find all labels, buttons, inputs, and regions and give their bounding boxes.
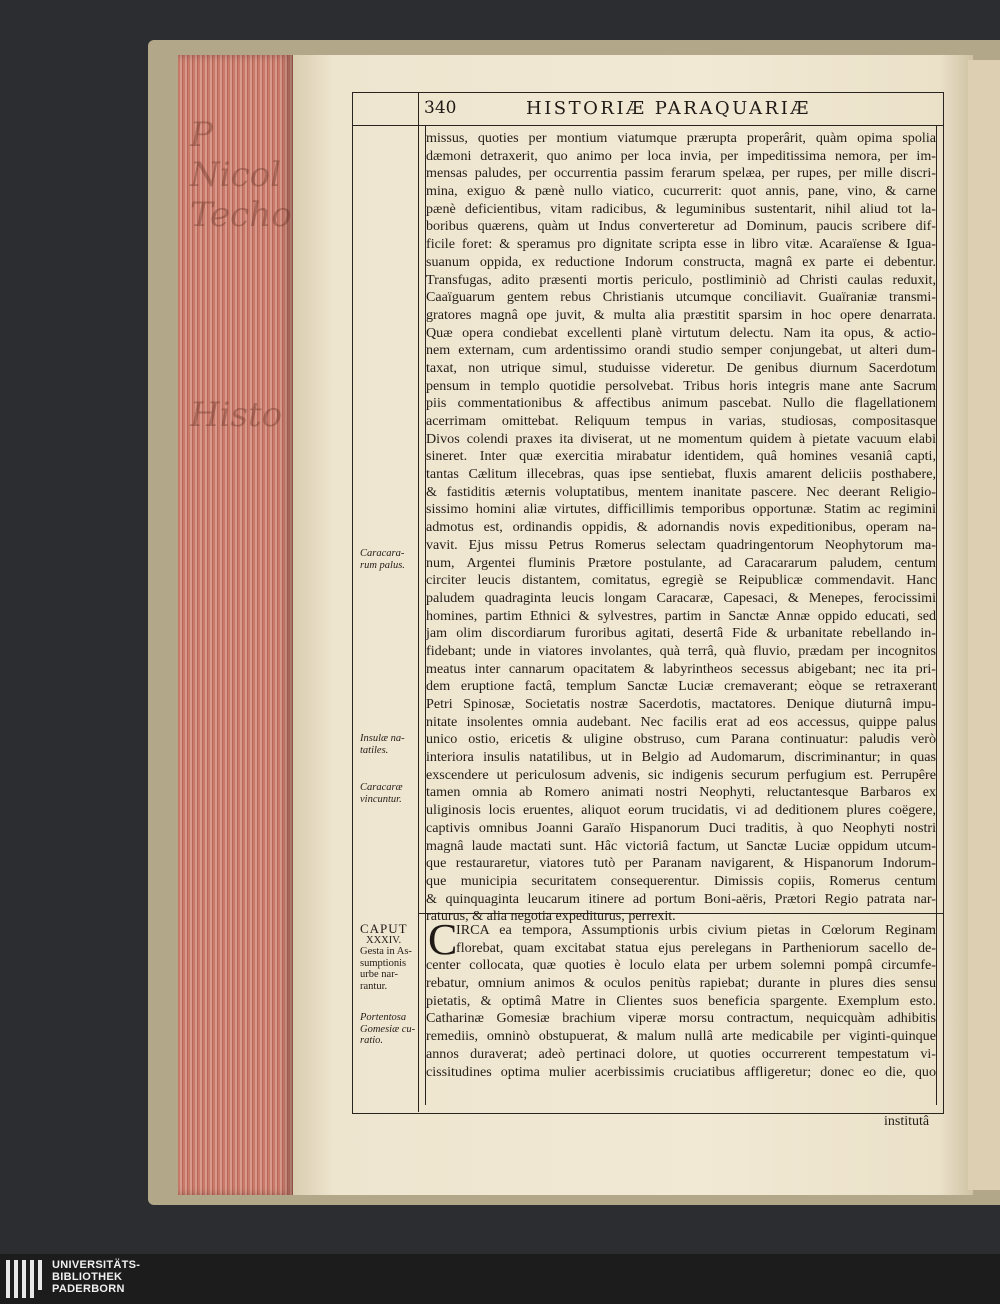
margin-note-line: rantur. (360, 980, 388, 992)
margin-note-line: rum palus. (360, 559, 405, 571)
text-line: Divos colendi praxes ita diviserat, ut ne momentum quidem à pietate vacuum elabi (426, 430, 936, 447)
margin-note-line: Gomesiæ cu- (360, 1023, 416, 1035)
margin-note-line: vincuntur. (360, 793, 402, 805)
text-line: Quæ opera condiebat excellenti planè virtutum delectu. Nam ita opus, & actio- (426, 324, 936, 341)
text-rule-right (936, 125, 937, 1105)
ghost-text: Nicol (190, 155, 282, 195)
text-line: pænè deficientibus, vitam radicibus, & leguminibus sustentarit, nihil aliud tot la- (426, 200, 936, 217)
text-line: dæmoni detraxerit, quo animo per loca invia, per impeditissima nemora, per im- (426, 147, 936, 164)
text-line: Caaïguarum gentem rebus Christianis utcumque conciliavit. Guaïraniæ transmi- (426, 289, 936, 306)
text-line: & quinquaginta leucarum itinere ad portum Boni-aëris, Prætori Regio patrata nar- (426, 890, 936, 907)
text-line: admotus est, ordinandis oppidis, & adornandis novis expeditionibus, operam na- (426, 519, 936, 536)
text-line: exscendere ut periculosum advenis, sic indigenis securum perfugium est. Perrupêre (426, 766, 936, 783)
text-line: taxat, non utrique simul, studuisse videretur. De genibus diurnum Sacerdotum (426, 359, 936, 376)
margin-note-portentosa (360, 1012, 418, 1047)
text-line: que municipia securitatem consequerentur. Dimissis copiis, Romerus centum (426, 872, 936, 889)
library-name-line: PADERBORN (52, 1283, 125, 1295)
margin-note-insulae (360, 733, 418, 756)
text-line: Petri Spinosæ, Societatis nostræ Sacerdotis, mactatores. Denique diuturnâ impu- (426, 696, 936, 712)
catchword: institutâ (884, 1114, 930, 1129)
text-line: suanum oppida, ex reductione Indorum constructa, magnâ ex parte ei debentur. (426, 253, 936, 270)
text-line: ficile foret: & speramus pro dignitate scripta esse in libro vitæ. Acaraïense & Igua- (426, 236, 936, 253)
margin-note-line: tatiles. (360, 744, 389, 756)
margin-rule (418, 92, 419, 1112)
text-line: annos duraverat; adeò pertinaci dolore, ut quoties occurrerent tempestatum vi- (426, 1045, 936, 1062)
margin-note-line: Caracara- (360, 548, 405, 559)
ghost-text: P (190, 115, 213, 155)
margin-note-caput (360, 923, 418, 992)
text-line: raturus, & alia negotia expediturus, perrexit. (426, 908, 676, 925)
text-line: interiora insulis natatilibus, ut in Belgio ad Audomarum, discriminantur; in quas (426, 749, 936, 766)
text-line: acerrimam omittebat. Reliquum tempus in varias, studiosas, compositasque (426, 413, 936, 429)
running-title: HISTORIÆ PARAQUARIÆ (526, 98, 811, 119)
next-page-edge (968, 60, 1000, 1190)
library-name-line: BIBLIOTHEK (52, 1271, 123, 1283)
body-text (426, 130, 936, 926)
text-line: center collocata, quæ quoties è loculo elata per urbem solemni pompâ circumfe- (426, 957, 936, 974)
text-line: rebatur, omnium animos & oculos penitùs rapiebat; durante in plures dies sensu (426, 975, 936, 992)
margin-note-vincuntur (360, 782, 418, 805)
text-line: que restauraretur, viatores tutò per Paranam navigarent, & Hispanorum Indorum- (426, 855, 936, 872)
text-line: cissitudines optima mulier acerbissimis cruciatibus affligeretur; donec eo die, quo (426, 1063, 936, 1080)
text-line: fidebant; unde in viatores involantes, quà terrâ, quà fluvio, prædam per incognitos (426, 642, 936, 659)
text-line: missus, quoties per montium viatumque prærupta properârit, quàm opima spolia (426, 130, 936, 146)
library-name (52, 1259, 140, 1295)
text-line: vavit. Ejus missu Petrus Romerus selectam quadringentorum Neophytorum ma- (426, 536, 936, 553)
text-line: piis commentationibus & affectibus animum pascebat. Nullo die flagellationem (426, 395, 936, 412)
text-line: nem externam, cum ardentissimo orandi studio semper conjungebat, ut alteri dum- (426, 342, 936, 359)
margin-note-line: Gesta in As- (360, 946, 412, 957)
margin-note-line: Portentosa (360, 1012, 407, 1023)
text-line: captivis omnibus Joanni Garaïo Hispanorum Duci traditis, à quo Neophyti nostri (426, 819, 936, 836)
margin-note-line: urbe nar- (360, 969, 398, 980)
text-line: & fastiditis æternis voluptatibus, mentem inanitate pascere. Nec deerant Religio- (426, 483, 936, 500)
chapter-number: XXXIV. (366, 934, 402, 946)
text-line: pietatis, & optimâ Matre in Clientes suos beneficia spargente. Exemplum esto. (426, 992, 936, 1009)
text-line: jam olim discordiarum furoribus agitati, desertâ Fide & urbanitate rebellando in- (426, 625, 936, 642)
text-line: mensas paludes, per occurrentia passim ferarum spelæa, per rupes, per mille discri- (426, 165, 936, 182)
footer-bar (0, 1254, 1000, 1304)
text-line: gratores magnâ ope juvit, & multa alia præstitit sparsim in hoc opere denarrata. (426, 306, 936, 323)
margin-note-caracararum (360, 548, 418, 571)
text-line: dem eruptione factâ, templum Sanctæ Luciæ cremaverant; eòque se retraxerant (426, 678, 936, 695)
text-line: florebat, quam excitabat statua ejus perelegans in Partheniorum sacello de- (456, 939, 936, 956)
text-line: remediis, omninò obstupuerat, & malum nullâ arte medicabile per viginti-quinque (426, 1028, 936, 1045)
drop-capital: C (428, 915, 458, 964)
text-line: tantas Cælitum illecebras, quas ipse sentiebat, fluxis amarent deliciis posthabere, (426, 466, 936, 483)
text-line: paludem quadraginta leucis longam Caracaræ, Capesaci, & Menepes, ferocissimi (426, 589, 936, 606)
book-fore-edge (178, 55, 293, 1195)
header-rule (352, 125, 944, 126)
chapter-label: CAPUT (360, 921, 408, 936)
text-line: boribus quærens, quàm ut Indus converteretur ad Dominum, paucis scribere dif- (426, 218, 936, 235)
margin-note-line: ratio. (360, 1035, 384, 1046)
margin-note-line: Caracaræ (360, 782, 403, 793)
text-line: homines, partim Ethnici & sylvestres, partim in Sanctæ Annæ oppido educati, sed (426, 607, 936, 624)
text-line: nitate insolentes omnia audebant. Nec facilis erat ad eos accessus, quippe palus (426, 713, 936, 730)
text-line: circiter leucis distantem, comitatus, egregiè se Reipublicæ commendavit. Hanc (426, 572, 936, 589)
ghost-text: Histo (190, 395, 283, 435)
text-line: num, Argentei fluminis Prætore postulante, ad Caracararum paludem, centum (426, 554, 936, 571)
text-line: meatus inter cannarum opacitatem & labyrintheos secessus abigebant; nec ita pri- (426, 660, 936, 677)
text-line: sineret. Inter quæ exercitia mirabatur identidem, quâ homines vesaniâ capti, (426, 448, 936, 465)
text-line: sissimo homini aliæ virtutes, difficillimis temporibus opportunæ. Statim ac regimini (426, 501, 936, 518)
text-line: pensum in templo quotidie persolvebat. Tribus horis integris mane ante Sacrum (426, 377, 936, 394)
library-logo-icon (6, 1260, 44, 1298)
text-line: unico ostio, ericetis & uligine obstruso, cum Parana continuatur: paludis verò (426, 731, 936, 748)
text-line: uliginosis locis eruentes, aliquot eorum trucidatis, vi ad deditionem plures coëgere, (426, 802, 936, 819)
text-line: tamen omnia ab Romero animati nostri Neophyti, reluctantesque Barbaros ex (426, 784, 936, 801)
text-line: IRCA ea tempora, Assumptionis urbis civium pietas in Cœlorum Reginam (456, 922, 936, 938)
library-name-line: UNIVERSITÄTS- (52, 1259, 141, 1271)
margin-note-line: sumptionis (360, 957, 407, 969)
text-line: magnâ laude mactati sunt. Hâc victoriâ factum, ut Sanctæ Luciæ oppidum utcum- (426, 837, 936, 854)
page-number: 340 (424, 98, 457, 118)
ghost-text: Techo (190, 195, 292, 235)
margin-note-line: Insulæ na- (360, 733, 405, 744)
text-line: Catharinæ Gomesiæ brachium viperæ morsu contractum, nequicquàm adhibitis (426, 1010, 936, 1027)
text-line: mina, exiguo & pænè nullo viatico, cucurrerit: quot annis, pane, vino, & carne (426, 183, 936, 200)
text-line: Transfugas, adito præsenti mortis periculo, postliminiò ad Christi caulas reduxit, (426, 271, 936, 288)
